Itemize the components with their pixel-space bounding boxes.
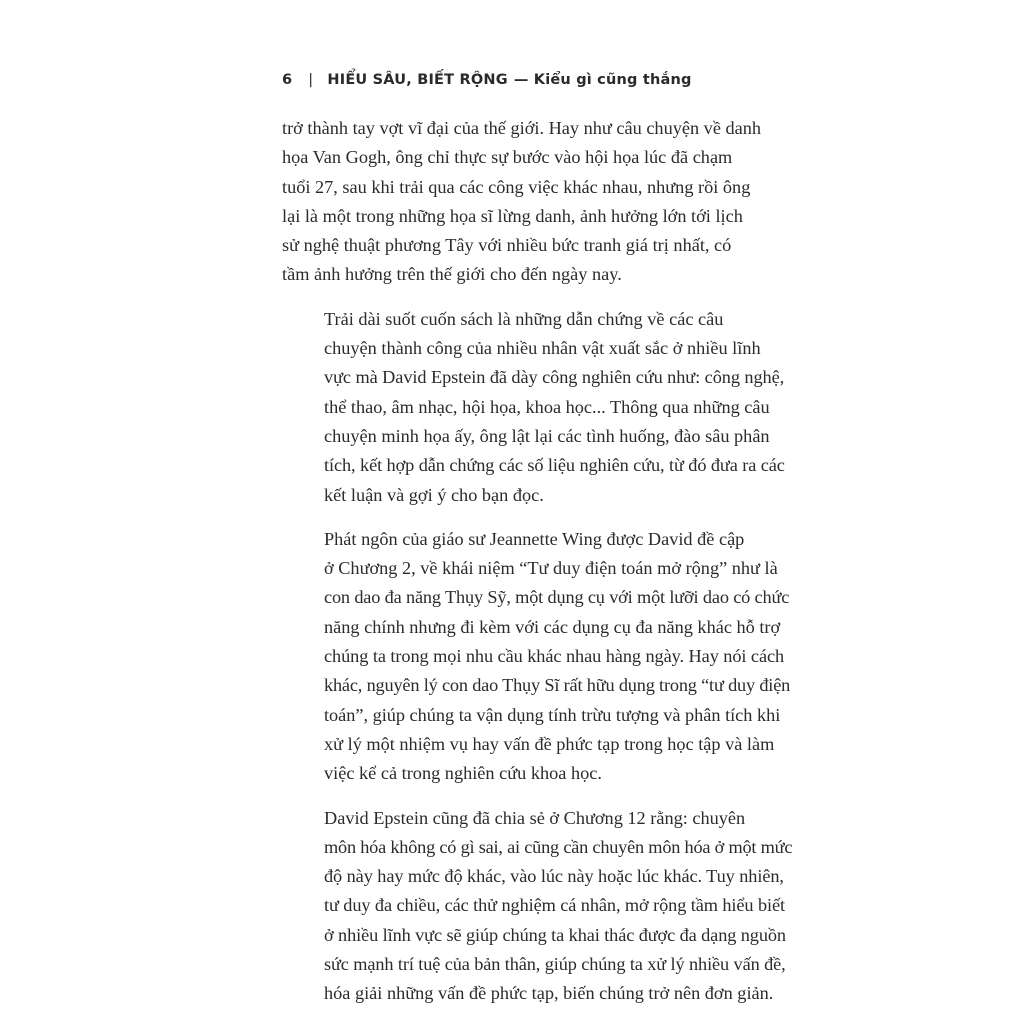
text-line: họa Van Gogh, ông chỉ thực sự bước vào hội họa lúc đã chạm bbox=[282, 147, 733, 168]
text-line: Trải dài suốt cuốn sách là những dẫn chứng về các câu bbox=[324, 308, 724, 329]
book-subtitle: — Kiểu gì cũng thắng bbox=[513, 72, 692, 88]
paragraph bbox=[282, 525, 791, 789]
text-line: vực mà David Epstein đã dày công nghiên cứu như: công nghệ, bbox=[324, 367, 785, 388]
text-line: Phát ngôn của giáo sư Jeannette Wing được David đề cập bbox=[324, 528, 745, 549]
page-number: 6 bbox=[282, 72, 293, 88]
paragraph bbox=[282, 114, 780, 290]
text-line: khác, nguyên lý con dao Thụy Sĩ rất hữu dụng trong “tư duy điện bbox=[324, 675, 791, 696]
text-line: kết luận và gợi ý cho bạn đọc. bbox=[324, 484, 544, 505]
text-line: hóa giải những vấn đề phức tạp, biến chúng trở nên đơn giản. bbox=[324, 983, 774, 1004]
text-line: David Epstein cũng đã chia sẻ ở Chương 12 rằng: chuyên bbox=[324, 807, 746, 828]
text-line: lại là một trong những họa sĩ lừng danh, ảnh hưởng lớn tới lịch bbox=[282, 205, 743, 226]
text-line: ở nhiều lĩnh vực sẽ giúp chúng ta khai thác được đa dạng nguồn bbox=[324, 924, 786, 945]
text-line: việc kể cả trong nghiên cứu khoa học. bbox=[324, 763, 602, 784]
paragraph bbox=[282, 305, 785, 510]
paragraph bbox=[282, 804, 793, 1009]
text-line: con dao đa năng Thụy Sỹ, một dụng cụ với một lưỡi dao có chức bbox=[324, 587, 790, 608]
text-line: tầm ảnh hưởng trên thế giới cho đến ngày nay. bbox=[282, 264, 622, 285]
body-text bbox=[282, 114, 793, 1024]
text-line: chuyện minh họa ấy, ông lật lại các tình huống, đào sâu phân bbox=[324, 425, 770, 446]
text-line: sử nghệ thuật phương Tây với nhiều bức tranh giá trị nhất, có bbox=[282, 235, 732, 256]
text-line: chúng ta trong mọi nhu cầu khác nhau hàng ngày. Hay nói cách bbox=[324, 646, 785, 667]
text-line: độ này hay mức độ khác, vào lúc này hoặc lúc khác. Tuy nhiên, bbox=[324, 866, 784, 887]
text-line: toán”, giúp chúng ta vận dụng tính trừu tượng và phân tích khi bbox=[324, 704, 781, 725]
running-header bbox=[282, 72, 692, 88]
text-line: chuyện thành công của nhiều nhân vật xuất sắc ở nhiều lĩnh bbox=[324, 338, 761, 359]
text-line: sức mạnh trí tuệ của bản thân, giúp chúng ta xử lý nhiều vấn đề, bbox=[324, 954, 786, 975]
text-line: tích, kết hợp dẫn chứng các số liệu nghiên cứu, từ đó đưa ra các bbox=[324, 455, 785, 476]
text-line: thể thao, âm nhạc, hội họa, khoa học... Thông qua những câu bbox=[324, 396, 770, 417]
text-line: xử lý một nhiệm vụ hay vấn đề phức tạp trong học tập và làm bbox=[324, 733, 775, 754]
text-line: môn hóa không có gì sai, ai cũng cần chuyên môn hóa ở một mức bbox=[324, 836, 793, 857]
header-separator: | bbox=[308, 72, 314, 88]
text-line: ở Chương 2, về khái niệm “Tư duy điện toán mở rộng” như là bbox=[324, 558, 778, 579]
text-line: trở thành tay vợt vĩ đại của thế giới. Hay như câu chuyện về danh bbox=[282, 118, 762, 138]
book-title: HIỂU SÂU, BIẾT RỘNG bbox=[327, 72, 508, 88]
text-line: tuổi 27, sau khi trải qua các công việc khác nhau, nhưng rồi ông bbox=[282, 176, 751, 197]
text-line: tư duy đa chiều, các thử nghiệm cá nhân, mở rộng tầm hiểu biết bbox=[324, 895, 785, 916]
text-line: năng chính nhưng đi kèm với các dụng cụ đa năng khác hỗ trợ bbox=[324, 616, 781, 637]
